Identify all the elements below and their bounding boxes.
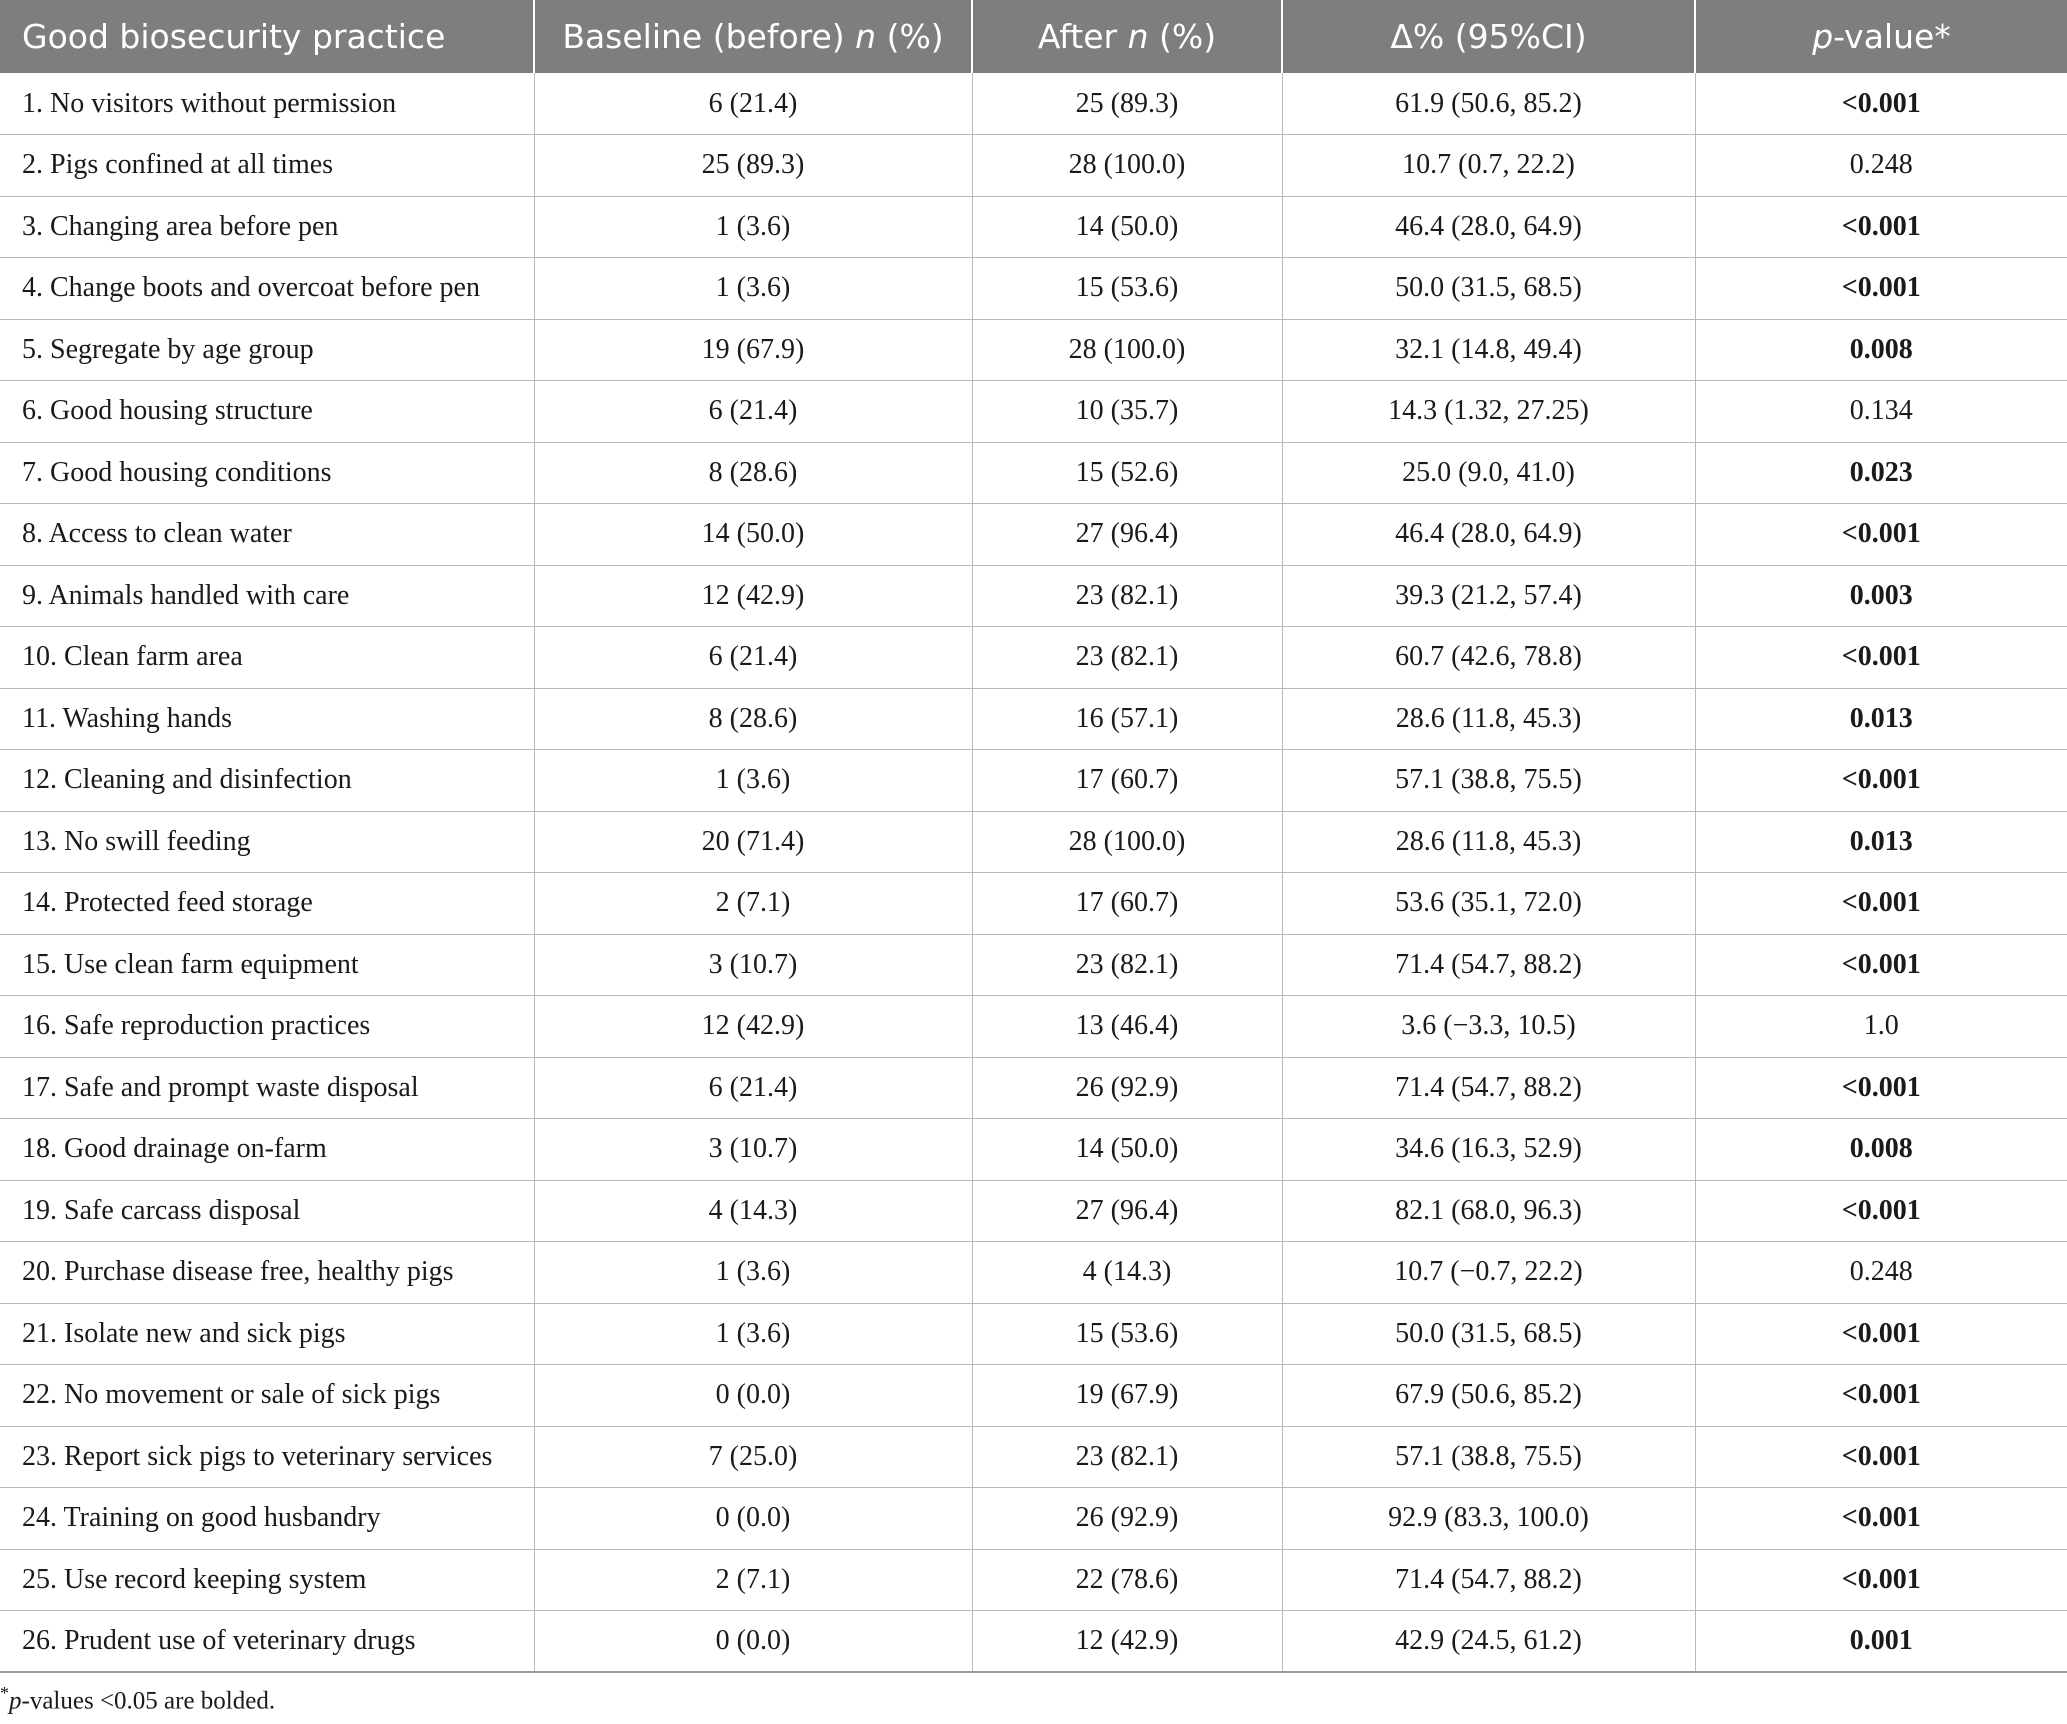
cell-after: 23 (82.1) [972, 627, 1282, 689]
cell-baseline: 6 (21.4) [534, 73, 972, 135]
cell-delta: 82.1 (68.0, 96.3) [1282, 1180, 1695, 1242]
cell-baseline: 0 (0.0) [534, 1365, 972, 1427]
table-row [0, 996, 2067, 1058]
cell-baseline: 0 (0.0) [534, 1488, 972, 1550]
cell-practice: 8. Access to clean water [0, 504, 534, 566]
cell-delta: 71.4 (54.7, 88.2) [1282, 1549, 1695, 1611]
cell-delta: 61.9 (50.6, 85.2) [1282, 73, 1695, 135]
cell-pvalue: <0.001 [1695, 196, 2067, 258]
cell-baseline: 25 (89.3) [534, 135, 972, 197]
table-body [0, 73, 2067, 1672]
cell-baseline: 6 (21.4) [534, 627, 972, 689]
cell-pvalue: <0.001 [1695, 1057, 2067, 1119]
cell-delta: 71.4 (54.7, 88.2) [1282, 934, 1695, 996]
table-row [0, 1303, 2067, 1365]
cell-delta: 71.4 (54.7, 88.2) [1282, 1057, 1695, 1119]
cell-delta: 25.0 (9.0, 41.0) [1282, 442, 1695, 504]
cell-delta: 10.7 (−0.7, 22.2) [1282, 1242, 1695, 1304]
cell-delta: 28.6 (11.8, 45.3) [1282, 811, 1695, 873]
cell-pvalue: 0.003 [1695, 565, 2067, 627]
cell-delta: 67.9 (50.6, 85.2) [1282, 1365, 1695, 1427]
cell-practice: 26. Prudent use of veterinary drugs [0, 1611, 534, 1673]
footnote: *p-values <0.05 are bolded. [0, 1683, 276, 1715]
table-row [0, 1426, 2067, 1488]
cell-practice: 21. Isolate new and sick pigs [0, 1303, 534, 1365]
cell-baseline: 1 (3.6) [534, 258, 972, 320]
cell-delta: 14.3 (1.32, 27.25) [1282, 381, 1695, 443]
cell-practice: 17. Safe and prompt waste disposal [0, 1057, 534, 1119]
cell-delta: 34.6 (16.3, 52.9) [1282, 1119, 1695, 1181]
cell-practice: 19. Safe carcass disposal [0, 1180, 534, 1242]
table-row [0, 135, 2067, 197]
table-row [0, 196, 2067, 258]
cell-baseline: 7 (25.0) [534, 1426, 972, 1488]
table-row [0, 873, 2067, 935]
cell-pvalue: 0.248 [1695, 135, 2067, 197]
cell-practice: 12. Cleaning and disinfection [0, 750, 534, 812]
cell-pvalue: 0.008 [1695, 319, 2067, 381]
cell-practice: 6. Good housing structure [0, 381, 534, 443]
cell-baseline: 1 (3.6) [534, 750, 972, 812]
table-row [0, 1180, 2067, 1242]
cell-practice: 18. Good drainage on-farm [0, 1119, 534, 1181]
cell-practice: 25. Use record keeping system [0, 1549, 534, 1611]
cell-baseline: 12 (42.9) [534, 996, 972, 1058]
header-row [0, 0, 2067, 73]
cell-after: 27 (96.4) [972, 504, 1282, 566]
cell-practice: 16. Safe reproduction practices [0, 996, 534, 1058]
cell-practice: 10. Clean farm area [0, 627, 534, 689]
table-row [0, 319, 2067, 381]
cell-pvalue: <0.001 [1695, 1365, 2067, 1427]
cell-pvalue: <0.001 [1695, 504, 2067, 566]
cell-after: 26 (92.9) [972, 1488, 1282, 1550]
cell-after: 16 (57.1) [972, 688, 1282, 750]
cell-delta: 92.9 (83.3, 100.0) [1282, 1488, 1695, 1550]
cell-after: 27 (96.4) [972, 1180, 1282, 1242]
cell-baseline: 6 (21.4) [534, 1057, 972, 1119]
cell-after: 26 (92.9) [972, 1057, 1282, 1119]
cell-baseline: 20 (71.4) [534, 811, 972, 873]
cell-after: 10 (35.7) [972, 381, 1282, 443]
cell-baseline: 2 (7.1) [534, 873, 972, 935]
header-delta: Δ% (95%CI) [1282, 0, 1695, 73]
cell-pvalue: 0.248 [1695, 1242, 2067, 1304]
cell-pvalue: <0.001 [1695, 1303, 2067, 1365]
cell-pvalue: <0.001 [1695, 1488, 2067, 1550]
cell-delta: 10.7 (0.7, 22.2) [1282, 135, 1695, 197]
cell-practice: 11. Washing hands [0, 688, 534, 750]
cell-practice: 20. Purchase disease free, healthy pigs [0, 1242, 534, 1304]
cell-delta: 53.6 (35.1, 72.0) [1282, 873, 1695, 935]
header-after: After n (%) [972, 0, 1282, 73]
cell-baseline: 14 (50.0) [534, 504, 972, 566]
cell-after: 17 (60.7) [972, 873, 1282, 935]
cell-baseline: 1 (3.6) [534, 196, 972, 258]
table-row [0, 381, 2067, 443]
cell-delta: 46.4 (28.0, 64.9) [1282, 196, 1695, 258]
cell-practice: 4. Change boots and overcoat before pen [0, 258, 534, 320]
cell-after: 15 (52.6) [972, 442, 1282, 504]
cell-pvalue: <0.001 [1695, 934, 2067, 996]
cell-practice: 23. Report sick pigs to veterinary services [0, 1426, 534, 1488]
cell-pvalue: <0.001 [1695, 1549, 2067, 1611]
cell-after: 25 (89.3) [972, 73, 1282, 135]
cell-practice: 24. Training on good husbandry [0, 1488, 534, 1550]
cell-after: 28 (100.0) [972, 135, 1282, 197]
cell-pvalue: 0.013 [1695, 811, 2067, 873]
cell-delta: 3.6 (−3.3, 10.5) [1282, 996, 1695, 1058]
cell-baseline: 1 (3.6) [534, 1242, 972, 1304]
cell-baseline: 1 (3.6) [534, 1303, 972, 1365]
cell-after: 22 (78.6) [972, 1549, 1282, 1611]
cell-pvalue: 0.013 [1695, 688, 2067, 750]
cell-baseline: 2 (7.1) [534, 1549, 972, 1611]
cell-delta: 28.6 (11.8, 45.3) [1282, 688, 1695, 750]
cell-after: 14 (50.0) [972, 196, 1282, 258]
cell-after: 28 (100.0) [972, 811, 1282, 873]
cell-practice: 13. No swill feeding [0, 811, 534, 873]
cell-after: 23 (82.1) [972, 1426, 1282, 1488]
cell-after: 15 (53.6) [972, 258, 1282, 320]
cell-practice: 5. Segregate by age group [0, 319, 534, 381]
cell-pvalue: 0.134 [1695, 381, 2067, 443]
cell-baseline: 3 (10.7) [534, 1119, 972, 1181]
cell-delta: 32.1 (14.8, 49.4) [1282, 319, 1695, 381]
table-row [0, 1611, 2067, 1673]
cell-pvalue: 0.008 [1695, 1119, 2067, 1181]
table-row [0, 1119, 2067, 1181]
table-row [0, 1488, 2067, 1550]
cell-practice: 14. Protected feed storage [0, 873, 534, 935]
table-row [0, 750, 2067, 812]
cell-pvalue: <0.001 [1695, 73, 2067, 135]
table-row [0, 934, 2067, 996]
cell-practice: 22. No movement or sale of sick pigs [0, 1365, 534, 1427]
cell-delta: 57.1 (38.8, 75.5) [1282, 1426, 1695, 1488]
table-row [0, 627, 2067, 689]
cell-baseline: 8 (28.6) [534, 442, 972, 504]
cell-after: 4 (14.3) [972, 1242, 1282, 1304]
cell-after: 17 (60.7) [972, 750, 1282, 812]
cell-pvalue: 1.0 [1695, 996, 2067, 1058]
table-row [0, 811, 2067, 873]
cell-after: 28 (100.0) [972, 319, 1282, 381]
cell-delta: 57.1 (38.8, 75.5) [1282, 750, 1695, 812]
cell-after: 15 (53.6) [972, 1303, 1282, 1365]
cell-practice: 1. No visitors without permission [0, 73, 534, 135]
table-row [0, 1549, 2067, 1611]
cell-baseline: 4 (14.3) [534, 1180, 972, 1242]
cell-pvalue: <0.001 [1695, 1426, 2067, 1488]
cell-delta: 50.0 (31.5, 68.5) [1282, 258, 1695, 320]
cell-practice: 7. Good housing conditions [0, 442, 534, 504]
table-row [0, 1057, 2067, 1119]
cell-pvalue: <0.001 [1695, 873, 2067, 935]
header-baseline: Baseline (before) n (%) [534, 0, 972, 73]
cell-baseline: 0 (0.0) [534, 1611, 972, 1673]
cell-delta: 50.0 (31.5, 68.5) [1282, 1303, 1695, 1365]
cell-pvalue: <0.001 [1695, 750, 2067, 812]
cell-after: 13 (46.4) [972, 996, 1282, 1058]
cell-baseline: 12 (42.9) [534, 565, 972, 627]
table-row [0, 1242, 2067, 1304]
cell-after: 12 (42.9) [972, 1611, 1282, 1673]
table-row [0, 73, 2067, 135]
cell-pvalue: <0.001 [1695, 1180, 2067, 1242]
cell-baseline: 8 (28.6) [534, 688, 972, 750]
table-row [0, 1365, 2067, 1427]
cell-pvalue: 0.001 [1695, 1611, 2067, 1673]
cell-practice: 15. Use clean farm equipment [0, 934, 534, 996]
cell-after: 14 (50.0) [972, 1119, 1282, 1181]
header-pvalue: p-value* [1695, 0, 2067, 73]
cell-delta: 39.3 (21.2, 57.4) [1282, 565, 1695, 627]
cell-baseline: 19 (67.9) [534, 319, 972, 381]
cell-delta: 42.9 (24.5, 61.2) [1282, 1611, 1695, 1673]
cell-practice: 3. Changing area before pen [0, 196, 534, 258]
cell-delta: 60.7 (42.6, 78.8) [1282, 627, 1695, 689]
table-row [0, 504, 2067, 566]
table-row [0, 442, 2067, 504]
cell-practice: 2. Pigs confined at all times [0, 135, 534, 197]
cell-pvalue: <0.001 [1695, 258, 2067, 320]
header-practice: Good biosecurity practice [0, 0, 534, 73]
cell-practice: 9. Animals handled with care [0, 565, 534, 627]
cell-baseline: 6 (21.4) [534, 381, 972, 443]
table-row [0, 565, 2067, 627]
cell-pvalue: <0.001 [1695, 627, 2067, 689]
cell-after: 23 (82.1) [972, 934, 1282, 996]
cell-baseline: 3 (10.7) [534, 934, 972, 996]
cell-delta: 46.4 (28.0, 64.9) [1282, 504, 1695, 566]
table-row [0, 688, 2067, 750]
cell-after: 23 (82.1) [972, 565, 1282, 627]
table-row [0, 258, 2067, 320]
cell-after: 19 (67.9) [972, 1365, 1282, 1427]
cell-pvalue: 0.023 [1695, 442, 2067, 504]
